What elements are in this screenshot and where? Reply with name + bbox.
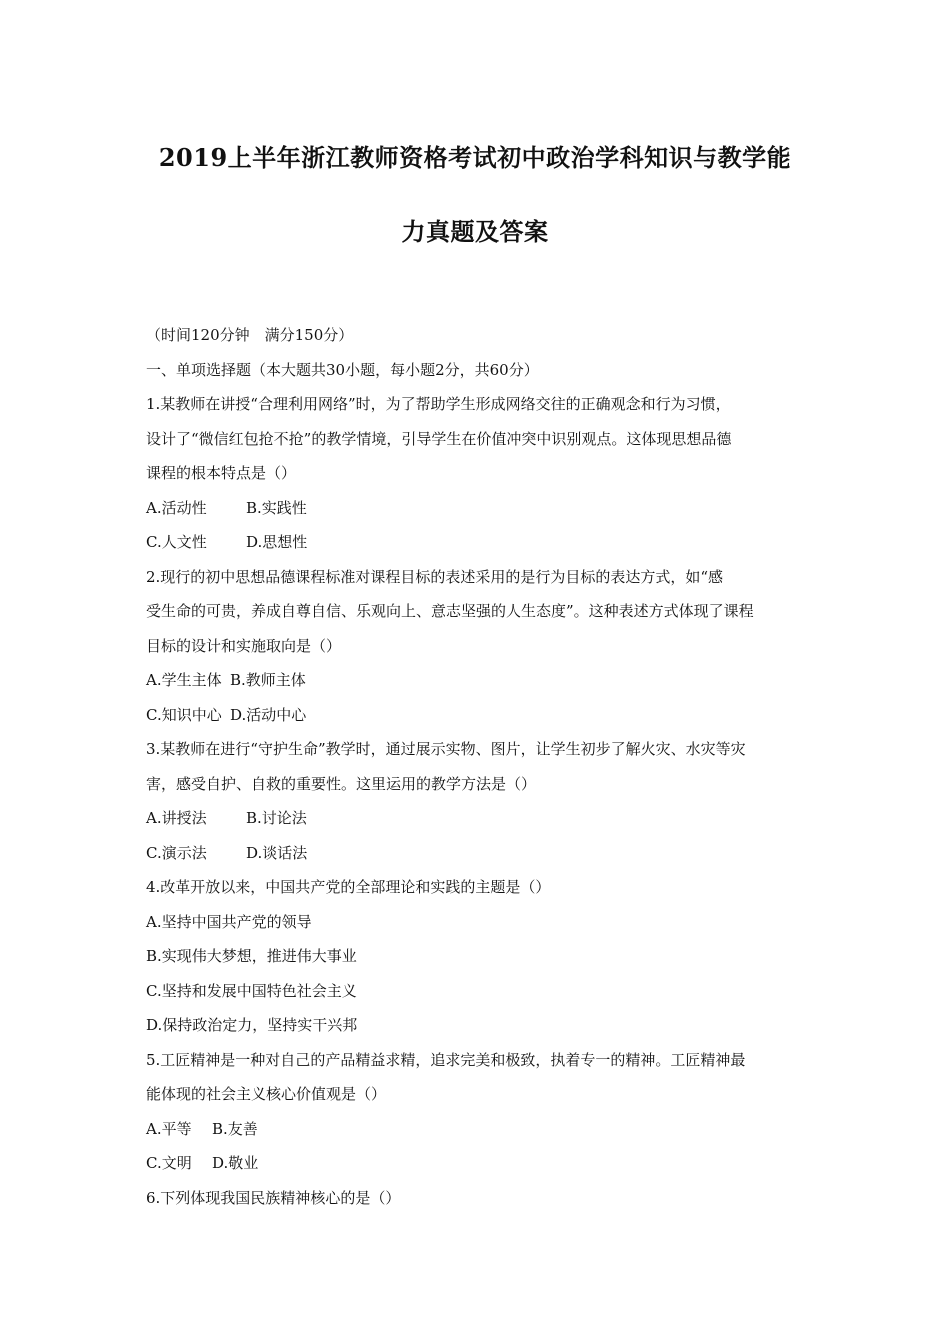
question-text-line: 害，感受自护、自救的重要性。这里运用的教学方法是（） bbox=[146, 774, 537, 793]
option-b: B.实现伟大梦想，推进伟大事业 bbox=[146, 947, 357, 965]
document-body bbox=[146, 318, 816, 1215]
option-row bbox=[146, 698, 816, 733]
question-text-line: 5.工匠精神是一种对自己的产品精益求精，追求完美和极致，执着专一的精神。工匠精神最 bbox=[146, 1050, 746, 1069]
document-title-line-1: 2019上半年浙江教师资格考试初中政治学科知识与教学能 bbox=[158, 143, 792, 172]
question-text-line: 课程的根本特点是（） bbox=[146, 464, 297, 482]
question-text-line: 6.下列体现我国民族精神核心的是（） bbox=[146, 1188, 401, 1207]
option-d: D.保持政治定力，坚持实干兴邦 bbox=[146, 1016, 358, 1034]
option-c: C.知识中心 bbox=[146, 705, 222, 724]
option-row bbox=[146, 836, 816, 871]
question-text-line: 1.某教师在讲授“合理利用网络”时，为了帮助学生形成网络交往的正确观念和行为习惯， bbox=[146, 395, 731, 413]
question-text-line: 受生命的可贵，养成自尊自信、乐观向上、意志坚强的人生态度”。这种表述方式体现了课程 bbox=[146, 602, 754, 620]
option-c: C.文明 bbox=[146, 1154, 192, 1172]
option-a: A.坚持中国共产党的领导 bbox=[146, 912, 312, 931]
option-c: C.人文性 bbox=[146, 533, 207, 551]
option-d: D.活动中心 bbox=[230, 705, 307, 724]
document-title-line-2: 力真题及答案 bbox=[401, 217, 549, 246]
option-d: D.思想性 bbox=[246, 533, 308, 551]
option-b: B.友善 bbox=[212, 1119, 258, 1138]
section-heading: 一、单项选择题（本大题共30小题，每小题2分，共60分） bbox=[146, 360, 539, 379]
question-2 bbox=[146, 560, 816, 733]
exam-info: （时间120分钟 满分150分） bbox=[146, 326, 354, 344]
option-b: B.教师主体 bbox=[230, 671, 306, 689]
question-text-line: 4.改革开放以来，中国共产党的全部理论和实践的主题是（） bbox=[146, 878, 551, 896]
option-a: A.平等 bbox=[146, 1119, 192, 1138]
option-row bbox=[146, 1146, 816, 1181]
question-text-line: 2.现行的初中思想品德课程标准对课程目标的表述采用的是行为目标的表达方式，如“感 bbox=[146, 567, 723, 586]
option-a: A.讲授法 bbox=[146, 809, 207, 827]
option-c: C.演示法 bbox=[146, 843, 207, 862]
option-b: B.实践性 bbox=[246, 498, 307, 517]
question-5 bbox=[146, 1043, 816, 1181]
question-6 bbox=[146, 1181, 816, 1216]
option-d: D.谈话法 bbox=[246, 843, 308, 862]
question-text-line: 能体现的社会主义核心价值观是（） bbox=[146, 1085, 387, 1103]
option-b: B.讨论法 bbox=[246, 809, 307, 827]
option-a: A.活动性 bbox=[146, 498, 207, 517]
option-row bbox=[146, 491, 816, 526]
option-row bbox=[146, 1112, 816, 1147]
question-1 bbox=[146, 387, 816, 560]
question-4 bbox=[146, 870, 816, 1043]
option-d: D.敬业 bbox=[212, 1154, 259, 1172]
question-text-line: 3.某教师在进行“守护生命”教学时，通过展示实物、图片，让学生初步了解火灾、水灾等灾 bbox=[146, 740, 746, 758]
question-text-line: 目标的设计和实施取向是（） bbox=[146, 636, 342, 655]
option-row bbox=[146, 525, 816, 560]
question-text-line: 设计了“微信红包抢不抢”的教学情境，引导学生在价值冲突中识别观点。这体现思想品德 bbox=[146, 429, 732, 448]
option-row bbox=[146, 801, 816, 836]
option-c: C.坚持和发展中国特色社会主义 bbox=[146, 981, 357, 1000]
question-3 bbox=[146, 732, 816, 870]
option-row bbox=[146, 663, 816, 698]
option-a: A.学生主体 bbox=[146, 671, 222, 689]
